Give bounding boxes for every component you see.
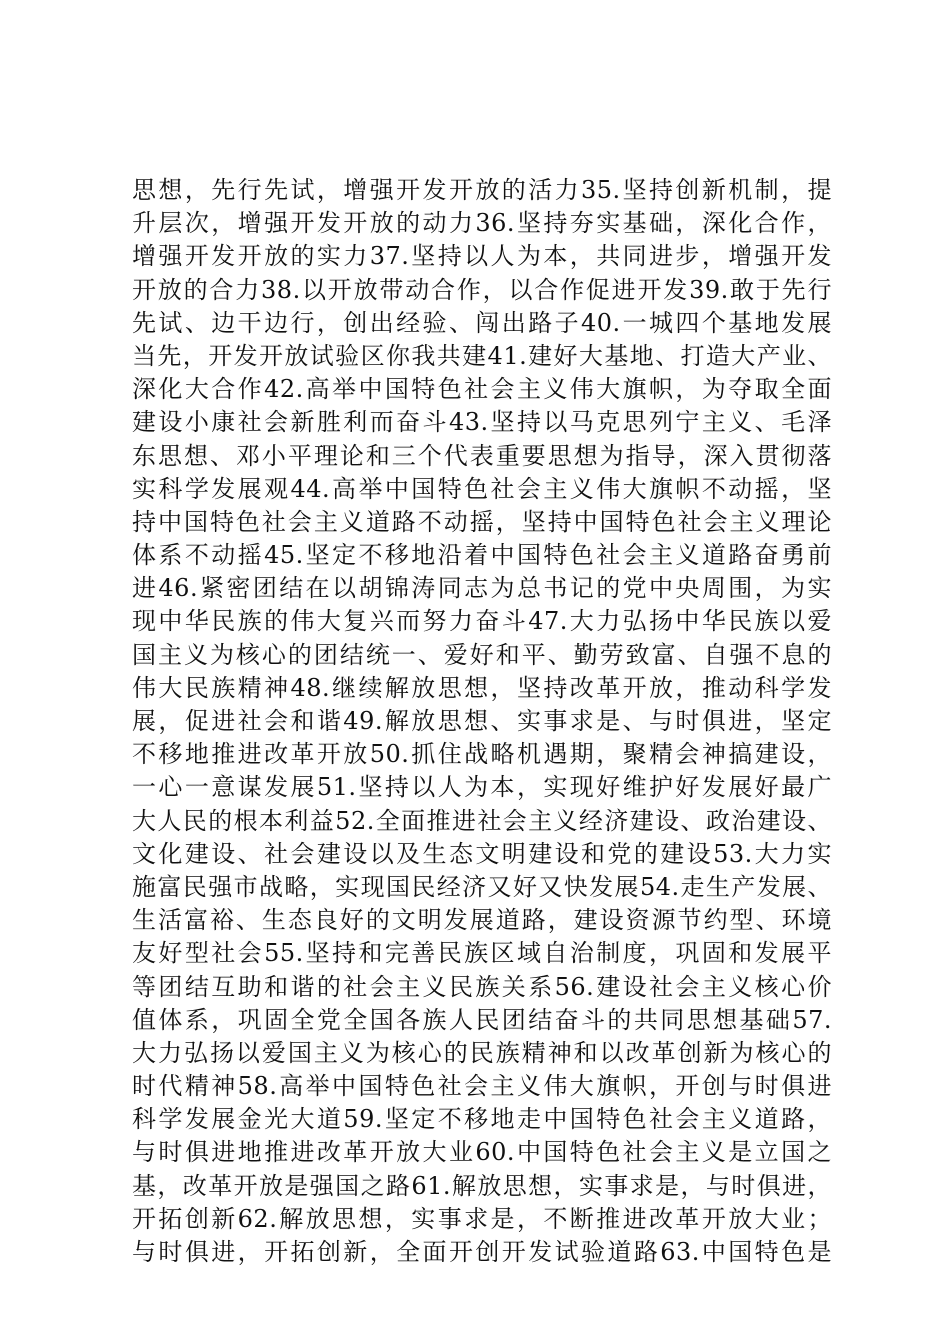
text-line: 大人民的根本利益52.全面推进社会主义经济建设、政治建设、	[132, 806, 832, 835]
text-line: 与时俱进地推进改革开放大业60.中国特色社会主义是立国之	[132, 1138, 832, 1167]
text-line: 先试、边干边行，创出经验、闯出路子40.一城四个基地发展	[132, 308, 832, 337]
text-line: 体系不动摇45.坚定不移地沿着中国特色社会主义道路奋勇前	[132, 541, 832, 570]
text-line: 思想，先行先试，增强开发开放的活力35.坚持创新机制，提	[132, 176, 832, 204]
text-line: 不移地推进改革开放50.抓住战略机遇期，聚精会神搞建设，	[132, 740, 832, 769]
text-line: 基，改革开放是强国之路61.解放思想，实事求是，与时俱进，	[132, 1171, 832, 1200]
text-line: 东思想、邓小平理论和三个代表重要思想为指导，深入贯彻落	[132, 441, 832, 470]
text-line: 友好型社会55.坚持和完善民族区域自治制度，巩固和发展平	[132, 939, 832, 968]
text-line: 当先，开发开放试验区你我共建41.建好大基地、打造大产业、	[132, 341, 832, 370]
text-line: 建设小康社会新胜利而奋斗43.坚持以马克思列宁主义、毛泽	[132, 408, 832, 437]
text-line: 等团结互助和谐的社会主义民族关系56.建设社会主义核心价	[132, 972, 832, 1001]
text-line: 现中华民族的伟大复兴而努力奋斗47.大力弘扬中华民族以爱	[132, 607, 832, 636]
body-text	[132, 174, 832, 1269]
text-line: 大力弘扬以爱国主义为核心的民族精神和以改革创新为核心的	[132, 1038, 832, 1067]
text-line: 生活富裕、生态良好的文明发展道路，建设资源节约型、环境	[132, 906, 832, 935]
text-line: 深化大合作42.高举中国特色社会主义伟大旗帜，为夺取全面	[132, 375, 832, 404]
text-line: 科学发展金光大道59.坚定不移地走中国特色社会主义道路，	[132, 1105, 832, 1134]
text-line: 时代精神58.高举中国特色社会主义伟大旗帜，开创与时俱进	[132, 1072, 832, 1101]
text-line: 持中国特色社会主义道路不动摇，坚持中国特色社会主义理论	[132, 507, 832, 536]
text-line: 值体系，巩固全党全国各族人民团结奋斗的共同思想基础57.	[132, 1005, 832, 1034]
text-line: 增强开发开放的实力37.坚持以人为本，共同进步，增强开发	[132, 242, 832, 271]
text-line: 文化建设、社会建设以及生态文明建设和党的建设53.大力实	[132, 839, 832, 868]
text-line: 实科学发展观44.高举中国特色社会主义伟大旗帜不动摇，坚	[132, 474, 832, 503]
text-line: 升层次，增强开发开放的动力36.坚持夯实基础，深化合作，	[132, 209, 832, 238]
text-line: 进46.紧密团结在以胡锦涛同志为总书记的党中央周围，为实	[132, 574, 832, 603]
text-line: 施富民强市战略，实现国民经济又好又快发展54.走生产发展、	[132, 872, 832, 901]
text-line: 一心一意谋发展51.坚持以人为本，实现好维护好发展好最广	[132, 773, 832, 802]
text-line: 开拓创新62.解放思想，实事求是，不断推进改革开放大业；	[132, 1204, 832, 1233]
text-line: 开放的合力38.以开放带动合作，以合作促进开发39.敢于先行	[132, 275, 832, 304]
text-line: 展，促进社会和谐49.解放思想、实事求是、与时俱进，坚定	[132, 707, 832, 735]
text-line: 伟大民族精神48.继续解放思想，坚持改革开放，推动科学发	[132, 673, 832, 702]
text-line: 与时俱进，开拓创新，全面开创开发试验道路63.中国特色是	[132, 1238, 832, 1266]
text-line: 国主义为核心的团结统一、爱好和平、勤劳致富、自强不息的	[132, 640, 832, 669]
